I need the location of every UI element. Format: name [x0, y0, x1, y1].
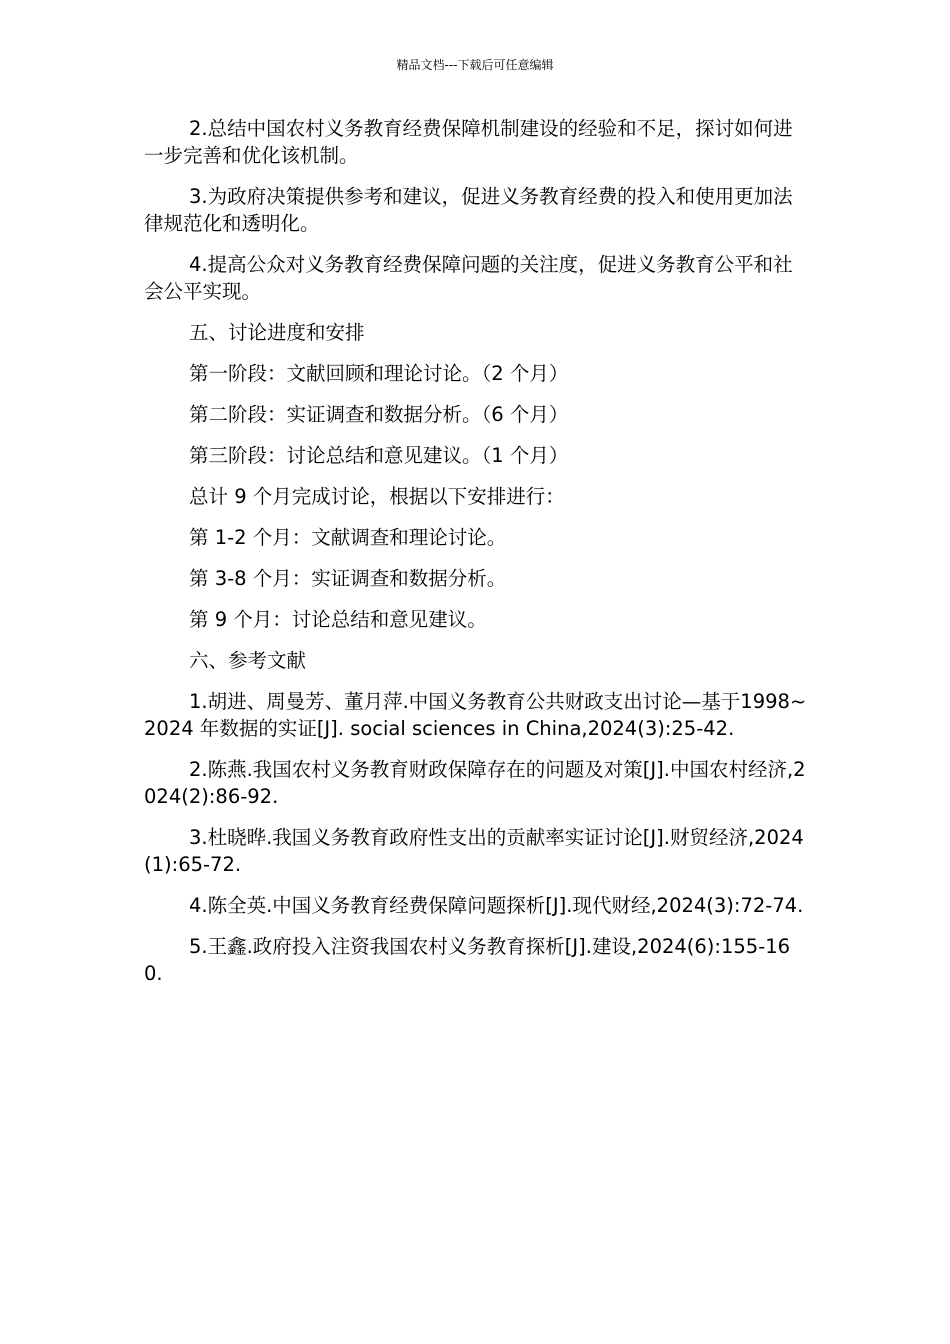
- schedule-stage-3: 第三阶段：讨论总结和意见建议。（1 个月）: [189, 444, 569, 467]
- reference-5: 5.王鑫.政府投入注资我国农村义务教育探析[J].建设,2024(6):155-160.: [144, 935, 791, 985]
- schedule-stage-2: 第二阶段：实证调查和数据分析。（6 个月）: [189, 403, 569, 426]
- page-header: 精品文档---下载后可任意编辑: [396, 58, 554, 72]
- document-body: [144, 115, 808, 1001]
- objective-paragraph-3: 3.为政府决策提供参考和建议，促进义务教育经费的投入和使用更加法律规范化和透明化。: [144, 185, 793, 235]
- reference-4: 4.陈全英.中国义务教育经费保障问题探析[J].现代财经,2024(3):72-74.: [189, 894, 804, 917]
- reference-1: 1.胡进、周曼芳、董月萍.中国义务教育公共财政支出讨论—基于1998~2024 年数据的实证[J]. social sciences in China,2024(3):25-42.: [144, 690, 807, 740]
- schedule-month-1-2: 第 1-2 个月：文献调查和理论讨论。: [189, 526, 507, 549]
- reference-2: 2.陈燕.我国农村义务教育财政保障存在的问题及对策[J].中国农村经济,2024(2):86-92.: [144, 758, 806, 808]
- schedule-month-3-8: 第 3-8 个月：实证调查和数据分析。: [189, 567, 507, 590]
- reference-3: 3.杜晓晔.我国义务教育政府性支出的贡献率实证讨论[J].财贸经济,2024(1):65-72.: [144, 826, 804, 876]
- section-heading-references: 六、参考文献: [189, 649, 307, 672]
- objective-paragraph-4: 4.提高公众对义务教育经费保障问题的关注度，促进义务教育公平和社会公平实现。: [144, 253, 793, 303]
- schedule-total: 总计 9 个月完成讨论，根据以下安排进行：: [189, 485, 565, 508]
- section-heading-schedule: 五、讨论进度和安排: [189, 321, 365, 344]
- schedule-month-9: 第 9 个月：讨论总结和意见建议。: [189, 608, 487, 631]
- schedule-stage-1: 第一阶段：文献回顾和理论讨论。（2 个月）: [189, 362, 569, 385]
- objective-paragraph-2: 2.总结中国农村义务教育经费保障机制建设的经验和不足，探讨如何进一步完善和优化该机制。: [144, 117, 793, 167]
